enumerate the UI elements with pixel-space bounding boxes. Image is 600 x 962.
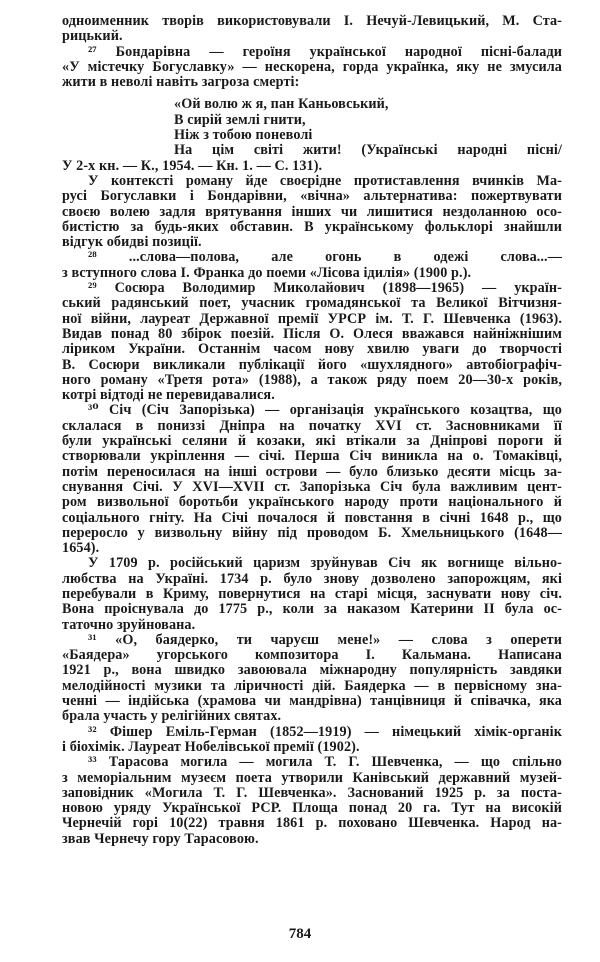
- text-line: мелодійності музики та ліричності дій. Баядерка — в первісному зна-: [62, 678, 562, 694]
- text-line: ром визвольної боротьби українського народу проти національного й: [62, 495, 562, 511]
- text-line: ³² Фішер Еміль-Герман (1852—1919) — німецький хімік-органік: [88, 724, 562, 740]
- footnote-paragraph: [62, 755, 562, 847]
- text-line: Чернечій горі 10(22) травня 1861 р. поховано Шевченка. Народ на-: [62, 816, 562, 832]
- text-line: з меморіальним музеєм поета утворили Канівський державний музей-: [62, 770, 562, 786]
- text-line: снування Січі. У XVI—XVII ст. Запорізька Січ була важливим цент-: [62, 479, 562, 495]
- text-line: У 1709 р. російський царизм зруйнував Січ як вогнище вільно-: [88, 556, 562, 572]
- text-line: з вступного слова І. Франка до поеми «Лісова ідилія» (1900 р.).: [62, 265, 472, 281]
- text-line: ³³ Тарасова могила — могила Т. Г. Шевченка, — що спільно: [88, 755, 562, 771]
- text-line: Ніж з тобою поневолі: [174, 128, 313, 144]
- document-body: [62, 14, 562, 847]
- text-line: відгук обидві позиції.: [62, 235, 202, 251]
- footnote-paragraph: [62, 174, 562, 250]
- text-line: і біохімік. Лауреат Нобелівської премії (1902).: [62, 739, 360, 755]
- text-line: 1921 р., вона швидко завоювала міжнародну популярність завдяки: [62, 663, 562, 679]
- text-line: бистістю за будь-яких обставин. В українському фольклорі знайшли: [62, 219, 562, 235]
- footnote-paragraph: [62, 281, 562, 403]
- text-line: В. Сосюри викликали публікації його «шухлядного» автобіографіч-: [62, 357, 562, 373]
- text-line: одноименник творів використовували І. Нечуй-Левицький, М. Ста-: [62, 14, 562, 29]
- footnote-paragraph: [62, 556, 562, 632]
- text-line: ²⁸ ...слова—полова, але огонь в одежі слова...—: [88, 250, 562, 266]
- text-line: ³¹ «О, баядерко, ти чаруєш мене!» — слова з оперети: [88, 632, 562, 648]
- footnote-paragraph: [62, 14, 562, 45]
- text-line: Видав понад 80 збірок поезій. Після О. Олеся вважався найніжнішим: [62, 326, 562, 342]
- text-line: таточно зруйнована.: [62, 617, 196, 633]
- footnote-paragraph: [62, 403, 562, 556]
- text-line: ченні — індійська (храмова чи мандрівна) танцівниця й співачка, яка: [62, 694, 562, 710]
- text-line: ²⁹ Сосюра Володимир Миколайович (1898—1965) — україн-: [88, 281, 562, 297]
- poem-quote: [62, 97, 562, 173]
- text-line: «У містечку Богуславку» — нескорена, горда українка, яку не змусила: [62, 59, 562, 75]
- text-line: рицький.: [62, 29, 123, 45]
- text-line: В сирій землі гнити,: [174, 112, 306, 128]
- text-line: потім переносилася на інші острови — було близько десяти місць за-: [62, 464, 562, 480]
- text-line: У 2-х кн. — К., 1954. — Кн. 1. — С. 131).: [62, 158, 323, 174]
- text-line: русі Богуславки і Бондарівни, «вічна» альтернатива: пожертвувати: [62, 189, 562, 205]
- text-line: соціального гніту. На Січі почалося й повстання в січні 1648 р., що: [62, 510, 562, 526]
- text-line: Вона проіснувала до 1775 р., коли за наказом Катерини II була ос-: [62, 602, 562, 618]
- text-line: жити в неволі навіть загроза смерті:: [62, 75, 300, 91]
- text-line: склалася в пониззі Дніпра на початку XVI ст. Засновниками її: [62, 418, 562, 434]
- footnote-paragraph: [62, 45, 562, 91]
- text-line: котрі відтоді не перевидавалися.: [62, 388, 275, 404]
- text-line: створювали укріплення — січі. Перша Січ виникла на о. Томаківці,: [62, 449, 562, 465]
- text-line: любства на Україні. 1734 р. було знову дозволено запорожцям, які: [62, 571, 562, 587]
- text-line: були українські селяни й козаки, які втікали за Дніпрові пороги й: [62, 434, 562, 450]
- text-line: У контексті роману йде своєрідне протиставлення вчинків Ма-: [88, 173, 562, 189]
- text-line: переросло у визвольну війну під проводом Б. Хмельницького (1648—: [62, 525, 562, 541]
- footnote-paragraph: [62, 633, 562, 725]
- text-line: «Баядера» угорського композитора І. Кальмана. Написана: [62, 648, 562, 664]
- text-line: «Ой волю ж я, пан Каньовський,: [174, 97, 389, 113]
- text-line: ський радянський поет, учасник громадянської та Великої Вітчизня-: [62, 296, 562, 312]
- text-line: ²⁷ Бондарівна — героїня української народної пісні-балади: [88, 44, 562, 60]
- text-line: звав Чернечу гору Тарасовою.: [62, 831, 259, 847]
- text-line: На цім світі жити! (Українські народні пісні/: [174, 143, 562, 159]
- footnote-paragraph: [62, 725, 562, 756]
- text-line: брала участь у релігійних святах.: [62, 709, 282, 725]
- text-line: ного роману «Третя рота» (1988), а також ряду поем 20—30-х років,: [62, 372, 562, 388]
- footnote-paragraph: [62, 250, 562, 281]
- text-line: новою уряду Української РСР. Площа понад 20 га. Тут на високій: [62, 801, 562, 817]
- text-line: ліриком України. Останнім часом нову хвилю уваги до творчості: [62, 342, 562, 358]
- text-line: своєю волею задля врятування інших чи лишитися нездоланною осо-: [62, 204, 562, 220]
- text-line: ної війни, лауреат Державної премії УРСР ім. Т. Г. Шевченка (1963).: [62, 311, 562, 327]
- text-line: 1654).: [62, 541, 100, 557]
- page-number: 784: [288, 926, 312, 942]
- text-line: перебували в Криму, повернутися на старі місця, заснувати нову січ.: [62, 586, 562, 602]
- text-line: заповідник «Могила Т. Г. Шевченка». Заснований 1925 р. за поста-: [62, 785, 562, 801]
- text-line: ³⁰ Січ (Січ Запорізька) — організація українського козацтва, що: [88, 403, 562, 419]
